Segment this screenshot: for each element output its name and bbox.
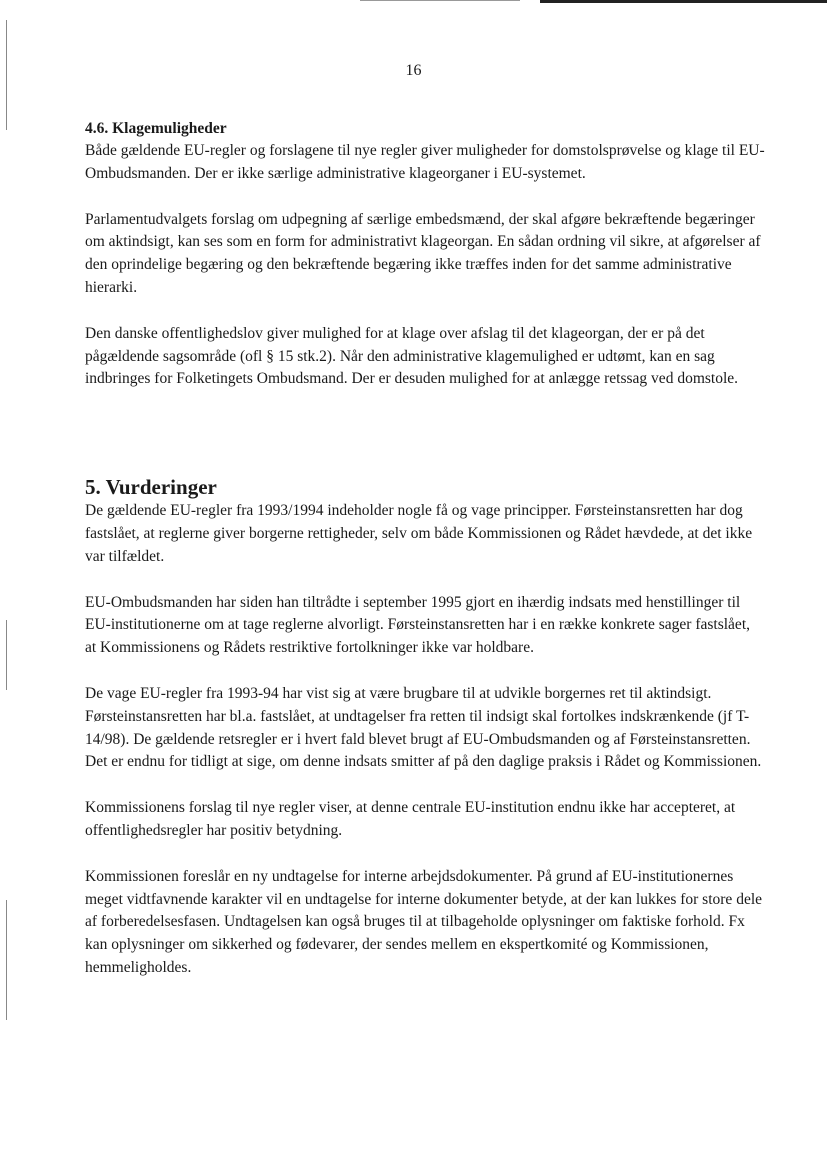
- page-number: 16: [405, 62, 422, 79]
- section-spacer: [85, 414, 765, 474]
- paragraph: Parlamentudvalgets forslag om udpegning af særlige embedsmænd, der skal afgøre bekræftende begæringer om aktindsigt, kan ses som en form for administrativt klageorgan. En sådan ordning vil sikre, at afgørelser af den oprindelige begæring og den bekræftende begæring ikke træffes inden for det samme administrative hierarki.: [85, 210, 761, 296]
- scan-edge-mark: [6, 620, 7, 690]
- paragraph: Kommissionen foreslår en ny undtagelse for interne arbejdsdokumenter. På grund af EU-institutionernes meget vidtfavnende karakter vil en undtagelse for interne dokumenter betyde, at der kan lukkes for store dele af forberedelsesfasen. Undtagelsen kan også bruges til at tilbageholde oplysninger om faktiske forhold. Fx kan oplysninger om sikkerhed og fødevarer, der sendes mellem en ekspertkomité og Kommissionen, hemmeligholdes.: [85, 867, 763, 976]
- paragraph: De vage EU-regler fra 1993-94 har vist sig at være brugbare til at udvikle borgernes ret til aktindsigt. Førsteinstansretten har bl.a. fastslået, at undtagelser fra retten til indsigt skal fortolkes indskrænkende (jf T-14/98). De gældende retsregler er i hvert fald blevet brugt af EU-Ombudsmanden og af Førsteinstansretten. Det er endnu for tidligt at sige, om denne indsats smitter af på den daglige praksis i Rådet og Kommissionen.: [85, 684, 762, 771]
- paragraph: De gældende EU-regler fra 1993/1994 indeholder nogle få og vage principper. Førsteinstansretten har dog fastslået, at reglerne giver borgerne rettigheder, selv om både Kommissionen og Rådet hævdede, at det ikke var tilfældet.: [85, 502, 753, 565]
- document-body: [85, 118, 765, 1003]
- scan-edge-mark: [540, 0, 827, 3]
- subsection-heading: 4.6. Klagemuligheder: [85, 120, 227, 137]
- paragraph: EU-Ombudsmanden har siden han tiltrådte i september 1995 gjort en ihærdig indsats med henstillinger til EU-institutionerne om at tage reglerne alvorligt. Førsteinstansretten har i en række konkrete sager fastslået, at Kommissionens og Rådets restriktive fortolkninger ikke var holdbare.: [85, 593, 750, 657]
- scan-edge-mark: [360, 0, 520, 1]
- paragraph: Både gældende EU-regler og forslagene til nye regler giver muligheder for domstolsprøvelse og klage til EU-Ombudsmanden. Der er ikke særlige administrative klageorganer i EU-systemet.: [85, 142, 765, 182]
- scan-edge-mark: [6, 900, 7, 1020]
- section-heading: 5. Vurderinger: [85, 475, 217, 500]
- paragraph: Kommissionens forslag til nye regler viser, at denne centrale EU-institution endnu ikke har accepteret, at offentlighedsregler har positiv betydning.: [85, 799, 736, 839]
- paragraph: Den danske offentlighedslov giver mulighed for at klage over afslag til det klageorgan, der er på det pågældende sagsområde (ofl § 15 stk.2). Når den administrative klagemulighed er udtømt, kan en sag indbringes for Folketingets Ombudsmand. Der er desuden mulighed for at anlægge retssag ved domstole.: [85, 324, 739, 388]
